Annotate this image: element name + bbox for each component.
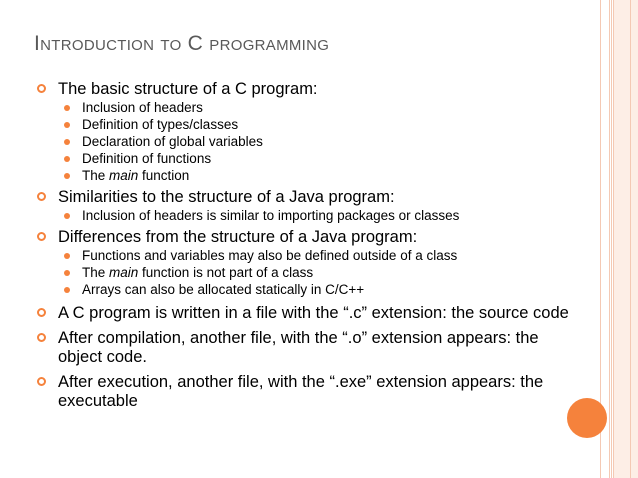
dot-bullet-icon xyxy=(64,139,70,145)
slide-content xyxy=(34,80,574,411)
ring-bullet-icon xyxy=(37,377,46,386)
bullet-text: After execution, another file, with the “.exe” extension appears: the executable xyxy=(58,373,544,410)
sub-bullet-item xyxy=(58,133,574,150)
bullet-text: Similarities to the structure of a Java program: xyxy=(58,188,395,206)
ring-bullet-icon xyxy=(37,192,46,201)
dot-bullet-icon xyxy=(64,270,70,276)
sub-bullet-text: function xyxy=(138,168,190,183)
ring-bullet-icon xyxy=(37,84,46,93)
dot-bullet-icon xyxy=(64,213,70,219)
ring-bullet-icon xyxy=(37,232,46,241)
sub-bullet-text: Arrays can also be allocated statically in C/C++ xyxy=(82,282,365,297)
dot-bullet-icon xyxy=(64,156,70,162)
bullet-text: The basic structure of a C program: xyxy=(58,80,318,98)
sub-bullet-text: function is not part of a class xyxy=(138,265,314,280)
sub-bullet-item xyxy=(58,207,574,224)
sub-bullet-text: Declaration of global variables xyxy=(82,134,263,149)
emphasized-keyword: main xyxy=(109,168,139,183)
dot-bullet-icon xyxy=(64,105,70,111)
sub-list xyxy=(58,247,574,298)
bullet-item xyxy=(34,80,574,184)
bullet-text: After compilation, another file, with the “.o” extension appears: the object code. xyxy=(58,329,539,366)
sub-list xyxy=(58,207,574,224)
decorative-band xyxy=(614,0,638,478)
bullet-item xyxy=(34,329,574,367)
sub-list xyxy=(58,99,574,184)
dot-bullet-icon xyxy=(64,173,70,179)
decorative-stripe xyxy=(630,0,631,478)
sub-bullet-item xyxy=(58,167,574,184)
sub-bullet-item xyxy=(58,281,574,298)
ring-bullet-icon xyxy=(37,333,46,342)
slide-title: Introduction to C programming xyxy=(34,32,330,55)
bullet-item xyxy=(34,188,574,224)
bullet-text: Differences from the structure of a Java program: xyxy=(58,228,418,246)
sub-bullet-item xyxy=(58,247,574,264)
sub-bullet-item xyxy=(58,150,574,167)
bullet-text: A C program is written in a file with the “.c” extension: the source code xyxy=(58,304,569,322)
bullet-item xyxy=(34,373,574,411)
sub-bullet-text: The xyxy=(82,168,110,183)
sub-bullet-item xyxy=(58,116,574,133)
sub-bullet-text: Inclusion of headers xyxy=(82,100,203,115)
dot-bullet-icon xyxy=(64,253,70,259)
dot-bullet-icon xyxy=(64,287,70,293)
sub-bullet-item xyxy=(58,264,574,281)
dot-bullet-icon xyxy=(64,122,70,128)
sub-bullet-item xyxy=(58,99,574,116)
ring-bullet-icon xyxy=(37,308,46,317)
decorative-stripe xyxy=(609,0,610,478)
bullet-item xyxy=(34,304,574,323)
sub-bullet-text: Functions and variables may also be defined outside of a class xyxy=(82,248,458,263)
sub-bullet-text: The xyxy=(82,265,110,280)
bullet-item xyxy=(34,228,574,298)
sub-bullet-text: Inclusion of headers is similar to importing packages or classes xyxy=(82,208,460,223)
emphasized-keyword: main xyxy=(109,265,139,280)
sub-bullet-text: Definition of types/classes xyxy=(82,117,239,132)
decorative-stripe xyxy=(611,0,612,478)
sub-bullet-text: Definition of functions xyxy=(82,151,212,166)
